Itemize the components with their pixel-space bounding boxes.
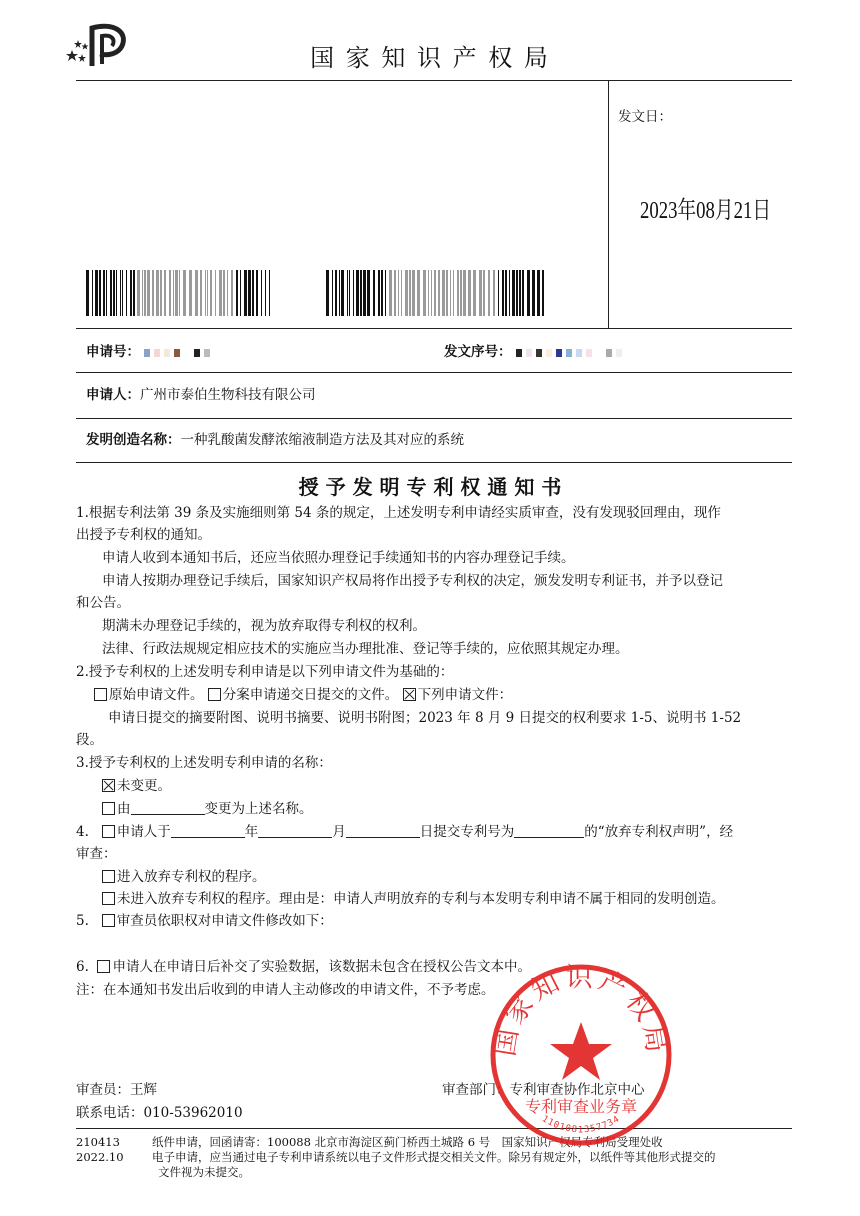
section-4-text-b: 日提交专利号为 (419, 824, 515, 840)
opt-waiver-rejected-label: 未进入放弃专利权的程序。理由是：申请人声明放弃的专利与本发明专利申请不属于相同的发明创造。 (117, 891, 725, 907)
issue-date-label: 发文日： (618, 109, 672, 125)
blank-year[interactable] (171, 825, 245, 838)
checkbox-waiver[interactable] (102, 825, 115, 838)
section-4-opt1 (102, 868, 266, 886)
application-no-label: 申请号： (86, 344, 140, 360)
opt-following-docs-label: 下列申请文件： (417, 687, 513, 703)
blank-month[interactable] (258, 825, 332, 838)
form-date: 2022.10 (76, 1150, 124, 1164)
section-3-heading: 3.授予专利权的上述发明专利申请的名称： (76, 755, 332, 771)
para-1a: 1.根据专利法第 39 条及实施细则第 54 条的规定，上述发明专利申请经实质审查，没有发现驳回理由，现作 (76, 505, 721, 521)
checkbox-name-changed[interactable] (102, 802, 115, 815)
applicant-value: 广州市泰伯生物科技有限公司 (140, 387, 316, 403)
checkbox-waiver-accepted[interactable] (102, 870, 115, 883)
exam-department: 审查部门：专利审查协作北京中心 (442, 1082, 645, 1098)
org-title: 国 家 知 识 产 权 局 (310, 44, 550, 72)
section-2-options (94, 686, 512, 704)
section-4-year: 年 (244, 824, 259, 840)
blank-patent-no[interactable] (514, 825, 584, 838)
svg-text:1101081357734: 1101081357734 (539, 1114, 623, 1136)
examiner-name: 审查员：王辉 (76, 1082, 157, 1098)
e-filing-line-2: 文件视为未提交。 (158, 1165, 250, 1179)
section-4-month: 月 (332, 824, 346, 840)
section-6-line (76, 958, 531, 976)
contact-phone: 联系电话：010-53962010 (76, 1105, 243, 1121)
official-seal (488, 962, 674, 1148)
note-line: 注：在本通知书发出后收到的申请人主动修改的申请文件，不予考虑。 (76, 982, 495, 998)
section-2-detail-b: 段。 (76, 732, 103, 748)
blank-old-name[interactable] (131, 802, 205, 815)
section-2-detail-a: 申请日提交的摘要附图、说明书摘要、说明书附图；2023 年 8 月 9 日提交的权利要求 1-5、说明书 1-52 (108, 710, 742, 726)
opt-name-changed-b: 变更为上述名称。 (204, 801, 313, 817)
rule-fields-bottom (76, 462, 792, 463)
checkbox-divisional-docs[interactable] (208, 688, 221, 701)
svg-text:专利审查业务章: 专利审查业务章 (524, 1097, 638, 1116)
section-4-text-c: 的“放弃专利权声明”，经 (584, 824, 734, 840)
dispatch-no-row (444, 343, 626, 361)
footer-rule (76, 1128, 792, 1129)
invention-value: 一种乳酸菌发酵浓缩液制造方法及其对应的系统 (180, 432, 464, 448)
blank-day[interactable] (346, 825, 420, 838)
top-rule (76, 80, 792, 81)
para-3b: 和公告。 (76, 595, 130, 611)
dispatch-no-label: 发文序号： (444, 344, 512, 360)
application-no-row (86, 343, 214, 361)
section-3-opt1 (102, 777, 171, 795)
application-no-redacted (144, 344, 214, 360)
issue-date-value: 2023年08月21日 (640, 198, 772, 224)
applicant-label: 申请人： (86, 387, 140, 403)
checkbox-experimental-data[interactable] (97, 960, 110, 973)
opt-divisional-docs-label: 分案申请递交日提交的文件。 (222, 687, 399, 703)
seal-star-icon (550, 1022, 612, 1080)
barcode-left (86, 270, 270, 316)
section-5-line (76, 912, 333, 930)
svg-text:国家知识产权局: 国家知识产权局 (489, 962, 673, 1059)
date-box-divider (608, 80, 609, 328)
section-6-num: 6. (76, 959, 89, 975)
section-4-text-a: 申请人于 (116, 824, 171, 840)
rule-fields-1 (76, 372, 792, 373)
checkbox-name-unchanged[interactable] (102, 779, 115, 792)
section-5-text: 审查员依职权对申请文件修改如下： (116, 913, 333, 929)
section-6-text: 申请人在申请日后补交了实验数据，该数据未包含在授权公告文本中。 (112, 959, 531, 975)
section-2-heading: 2.授予专利权的上述发明专利申请是以下列申请文件为基础的： (76, 664, 454, 680)
para-3a: 申请人按期办理登记手续后，国家知识产权局将作出授予专利权的决定，颁发发明专利证书，并予以登记 (102, 573, 723, 589)
barcode-right (326, 270, 544, 316)
section-4-num: 4. (76, 824, 89, 840)
checkbox-following-docs[interactable] (403, 688, 416, 701)
para-5: 法律、行政法规规定相应技术的实施应当办理批准、登记等手续的，应依照其规定办理。 (102, 641, 629, 657)
section-4-opt2 (102, 890, 725, 908)
invention-row (86, 431, 464, 449)
applicant-row (86, 386, 316, 404)
form-code: 210413 (76, 1135, 120, 1149)
para-1b: 出授予专利权的通知。 (76, 527, 211, 543)
section-3-opt2 (102, 800, 313, 818)
opt-waiver-accepted-label: 进入放弃专利权的程序。 (117, 869, 266, 885)
rule-fields-top (76, 328, 792, 329)
para-4: 期满未办理登记手续的，视为放弃取得专利权的权利。 (102, 618, 426, 634)
e-filing-line-1: 电子申请，应当通过电子专利申请系统以电子文件形式提交相关文件。除另有规定外，以纸件等其他形式提交的 (152, 1150, 716, 1164)
section-5-num: 5. (76, 913, 89, 929)
section-4-line (76, 823, 733, 841)
opt-name-changed-a: 由 (117, 801, 131, 817)
section-4-text-d: 审查： (76, 846, 117, 862)
invention-label: 发明创造名称： (86, 432, 181, 448)
checkbox-examiner-amend[interactable] (102, 914, 115, 927)
mail-instructions: 纸件申请，回函请寄：100088 北京市海淀区蓟门桥西土城路 6 号 国家知识产权局专利局受理处收 (152, 1135, 663, 1149)
notice-title: 授 予 发 明 专 利 权 通 知 书 (298, 475, 562, 499)
opt-original-docs-label: 原始申请文件。 (109, 687, 204, 703)
opt-name-unchanged-label: 未变更。 (117, 778, 171, 794)
checkbox-waiver-rejected[interactable] (102, 892, 115, 905)
dispatch-no-redacted (516, 344, 626, 360)
rule-fields-2 (76, 418, 792, 419)
checkbox-original-docs[interactable] (94, 688, 107, 701)
para-2: 申请人收到本通知书后，还应当依照办理登记手续通知书的内容办理登记手续。 (102, 550, 575, 566)
